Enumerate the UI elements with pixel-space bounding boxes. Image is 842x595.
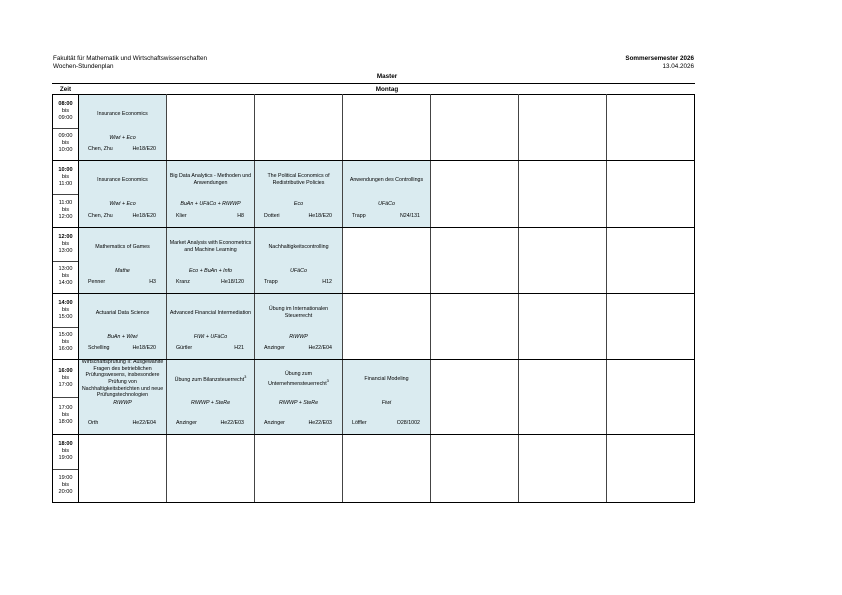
course-entry[interactable] <box>255 294 342 359</box>
course-cell <box>255 360 343 435</box>
empty-cell <box>343 435 431 503</box>
empty-cell <box>431 435 519 503</box>
course-entry[interactable] <box>167 294 254 359</box>
empty-cell <box>343 294 431 360</box>
empty-cell <box>607 95 695 161</box>
time-block-row <box>53 435 695 503</box>
course-lecturer: Anzinger <box>176 420 197 426</box>
course-title-box <box>257 167 340 193</box>
course-entry[interactable] <box>79 294 166 359</box>
course-lecturer: Anzinger <box>264 420 285 426</box>
empty-cell <box>79 435 167 503</box>
course-entry[interactable] <box>167 360 254 434</box>
course-cell <box>343 161 431 228</box>
course-program: BuAn + UFäCo + RiWWP <box>180 201 241 207</box>
course-program: RiWWP + SteRe <box>278 400 319 406</box>
time-slot-first <box>53 228 78 262</box>
course-room: He22/E03 <box>308 420 332 426</box>
course-cell <box>79 161 167 228</box>
time-cell <box>53 228 79 294</box>
time-start: 10:00 <box>58 167 73 173</box>
course-lecturer: Dotteri <box>264 213 280 219</box>
course-lecturer: Schelling <box>88 345 110 351</box>
faculty-name: Fakultät für Mathematik und Wirtschaftswissenschaften <box>53 55 207 62</box>
course-cell <box>255 161 343 228</box>
course-title-box <box>257 300 340 326</box>
time-slot-second <box>53 327 78 360</box>
time-slot-second <box>53 128 78 161</box>
time-block-row <box>53 294 695 360</box>
time-mid-end: 13:00 <box>58 247 73 254</box>
course-title-box <box>345 167 428 193</box>
course-title: Insurance Economics <box>97 110 148 117</box>
time-bis: bis <box>61 240 70 247</box>
course-room: H8 <box>237 213 244 219</box>
empty-cell <box>343 95 431 161</box>
course-lecturer: Penner <box>88 279 106 285</box>
time-cell <box>53 435 79 503</box>
course-cell <box>167 228 255 294</box>
course-entry[interactable] <box>167 161 254 227</box>
time-bis: bis <box>61 306 70 313</box>
time-end: 18:00 <box>58 419 73 425</box>
empty-cell <box>607 228 695 294</box>
course-room: He18/120 <box>221 279 244 285</box>
course-room: He22/E03 <box>220 420 244 426</box>
course-lecturer: Gürtler <box>176 345 193 351</box>
course-title-box <box>81 234 164 260</box>
course-lecturer: Anzinger <box>264 345 285 351</box>
course-cell <box>79 95 167 161</box>
course-room: He18/E20 <box>132 146 156 152</box>
course-program: Eco <box>293 201 304 207</box>
course-entry[interactable] <box>343 161 430 227</box>
empty-cell <box>255 95 343 161</box>
time-start: 12:00 <box>58 233 73 240</box>
semester-label: Sommersemester 2026 <box>625 55 694 62</box>
program-heading: Master <box>376 73 398 80</box>
schedule-subtitle: Wochen-Stundenplan <box>53 63 114 70</box>
header-left <box>53 55 207 71</box>
course-lecturer: Chen, Zhu <box>88 146 113 152</box>
course-title: Nachhaltigkeitscontrolling <box>268 243 329 250</box>
course-room: N24/131 <box>399 213 420 219</box>
course-title: Actuarial Data Science <box>95 309 150 316</box>
course-title: Mathematics of Games <box>95 243 150 250</box>
course-cell <box>79 360 167 435</box>
time-mid-start: 15:00 <box>58 332 73 339</box>
course-title-box <box>81 167 164 193</box>
course-title: Wirtschaftsprüfung II: Ausgewählte Fragen des betrieblichen Prüfungswesens, insbesondere Prüfung von Nachhaltigkeitsberichten und neue Prüfungstechnologien <box>81 359 164 399</box>
course-title-box <box>81 359 164 399</box>
course-program: FiWi + UFäCo <box>193 334 228 340</box>
time-cell <box>53 294 79 360</box>
time-mid-start: 13:00 <box>58 266 73 273</box>
empty-cell <box>431 294 519 360</box>
course-room: O28/1002 <box>396 420 420 426</box>
time-slot-first <box>53 360 78 398</box>
course-entry[interactable] <box>79 161 166 227</box>
header-right <box>625 55 694 71</box>
course-room: He18/E20 <box>132 345 156 351</box>
course-entry[interactable] <box>255 360 342 434</box>
course-room: He18/E20 <box>132 213 156 219</box>
time-end: 20:00 <box>58 488 73 495</box>
time-bis: bis <box>61 273 70 280</box>
time-cell <box>53 360 79 435</box>
course-entry[interactable] <box>255 228 342 293</box>
empty-cell <box>607 360 695 435</box>
time-start: 14:00 <box>58 299 73 306</box>
time-bis: bis <box>61 375 70 381</box>
empty-cell <box>519 360 607 435</box>
time-slot-first <box>53 161 78 195</box>
empty-cell <box>431 161 519 228</box>
course-entry[interactable] <box>167 228 254 293</box>
empty-cell <box>167 95 255 161</box>
time-mid-end: 17:00 <box>58 382 73 388</box>
time-slot-second <box>53 469 78 503</box>
course-cell <box>343 360 431 435</box>
time-slot-second <box>53 194 78 227</box>
time-bis: bis <box>61 174 70 180</box>
course-cell <box>167 161 255 228</box>
footnote-marker: 3 <box>326 377 329 383</box>
course-entry[interactable] <box>79 95 166 160</box>
empty-cell <box>607 435 695 503</box>
time-slot-second <box>53 397 78 434</box>
time-block-row <box>53 360 695 435</box>
time-bis: bis <box>61 107 70 114</box>
course-cell <box>255 228 343 294</box>
course-title-box <box>169 167 252 193</box>
empty-cell <box>607 294 695 360</box>
course-title: Übung zum Unternehmensteuerrecht <box>268 371 327 387</box>
time-mid-end: 09:00 <box>58 114 73 121</box>
course-program: Mathe <box>115 268 130 274</box>
time-mid-start: 17:00 <box>58 405 73 411</box>
empty-cell <box>255 435 343 503</box>
time-bis: bis <box>61 412 70 418</box>
course-entry[interactable] <box>255 161 342 227</box>
print-date: 13.04.2026 <box>662 63 694 70</box>
time-block-row <box>53 228 695 294</box>
course-lecturer: Trapp <box>264 279 278 285</box>
time-cell <box>53 95 79 161</box>
course-program: RiWWP + SteRe <box>190 400 231 406</box>
course-lecturer: Klier <box>176 213 187 219</box>
course-title-box <box>81 101 164 127</box>
empty-cell <box>519 161 607 228</box>
day-heading: Montag <box>375 86 399 93</box>
course-program: UFäCo <box>290 268 307 274</box>
empty-cell <box>607 161 695 228</box>
time-bis: bis <box>61 481 70 488</box>
time-end: 10:00 <box>58 147 73 154</box>
time-mid-end: 15:00 <box>58 313 73 320</box>
time-end: 14:00 <box>58 280 73 287</box>
time-slot-second <box>53 261 78 294</box>
course-title-box <box>257 234 340 260</box>
course-lecturer: Kranz <box>176 279 190 285</box>
course-program: UFäCo <box>378 201 395 207</box>
time-mid-end: 11:00 <box>58 181 73 187</box>
time-bis: bis <box>61 339 70 346</box>
course-entry[interactable] <box>343 360 430 434</box>
empty-cell <box>431 228 519 294</box>
course-program: Eco + BuAn + Info <box>189 268 232 274</box>
empty-cell <box>519 95 607 161</box>
course-program: BuAn + Wiwi <box>107 334 138 340</box>
time-mid-start: 11:00 <box>58 200 73 206</box>
course-program: Wiwi + Eco <box>109 201 136 207</box>
time-cell <box>53 161 79 228</box>
course-program: Fiwi <box>381 400 392 406</box>
empty-cell <box>167 435 255 503</box>
course-title: Übung zum Bilanzsteuerrecht <box>174 377 245 384</box>
course-cell <box>255 294 343 360</box>
empty-cell <box>431 360 519 435</box>
course-lecturer: Trapp <box>352 213 366 219</box>
course-room: H3 <box>149 279 156 285</box>
course-cell <box>79 294 167 360</box>
time-block-row <box>53 95 695 161</box>
course-lecturer: Orth <box>88 420 99 426</box>
course-title-box <box>169 300 252 326</box>
time-start: 16:00 <box>58 368 73 374</box>
course-lecturer: Löffler <box>352 420 367 426</box>
time-column-header: Zeit <box>59 86 72 93</box>
course-room: He22/E04 <box>132 420 156 426</box>
course-room: H21 <box>234 345 244 351</box>
time-bis: bis <box>61 140 70 147</box>
course-title-box <box>169 234 252 260</box>
course-program: Wiwi + Eco <box>109 135 136 141</box>
time-start: 18:00 <box>58 441 73 448</box>
course-program: RiWWP <box>289 334 308 340</box>
time-end: 12:00 <box>58 214 73 220</box>
course-entry[interactable] <box>79 360 166 434</box>
time-slot-first <box>53 95 78 129</box>
header-divider <box>52 83 695 84</box>
time-slot-first <box>53 294 78 328</box>
course-title-box <box>169 366 252 392</box>
timetable-grid <box>52 94 695 503</box>
course-lecturer: Chen, Zhu <box>88 213 113 219</box>
course-cell <box>167 360 255 435</box>
course-cell <box>167 294 255 360</box>
empty-cell <box>431 95 519 161</box>
course-title: Financial Modeling <box>364 375 409 382</box>
time-mid-end: 19:00 <box>58 455 73 462</box>
course-title: Big Data Analytics - Methoden und Anwendungen <box>169 173 252 186</box>
empty-cell <box>519 435 607 503</box>
time-block-row <box>53 161 695 228</box>
time-slot-first <box>53 435 78 470</box>
time-bis: bis <box>61 448 70 455</box>
course-title: Übung im Internationalen Steuerrecht <box>268 306 329 319</box>
time-mid-start: 09:00 <box>58 133 73 140</box>
course-entry[interactable] <box>79 228 166 293</box>
course-cell <box>79 228 167 294</box>
course-title: Insurance Economics <box>97 176 148 183</box>
time-end: 16:00 <box>58 346 73 353</box>
footnote-marker: 3 <box>244 374 247 380</box>
course-title: Market Analysis with Econometrics and Machine Learning <box>169 240 252 253</box>
time-mid-start: 19:00 <box>58 474 73 481</box>
time-start: 08:00 <box>58 100 73 107</box>
course-room: H12 <box>322 279 332 285</box>
empty-cell <box>519 228 607 294</box>
empty-cell <box>343 228 431 294</box>
course-title-box <box>81 300 164 326</box>
course-room: He22/E04 <box>308 345 332 351</box>
course-title-box <box>345 366 428 392</box>
course-title: Advanced Financial Intermediation <box>169 309 252 316</box>
time-bis: bis <box>61 207 70 213</box>
course-room: He18/E20 <box>308 213 332 219</box>
course-program: RiWWP <box>113 400 132 406</box>
course-title: The Political Economics of Redistributive Policies <box>267 173 330 186</box>
course-title: Anwendungen des Controllings <box>349 176 424 183</box>
empty-cell <box>519 294 607 360</box>
course-title-box <box>257 366 340 392</box>
